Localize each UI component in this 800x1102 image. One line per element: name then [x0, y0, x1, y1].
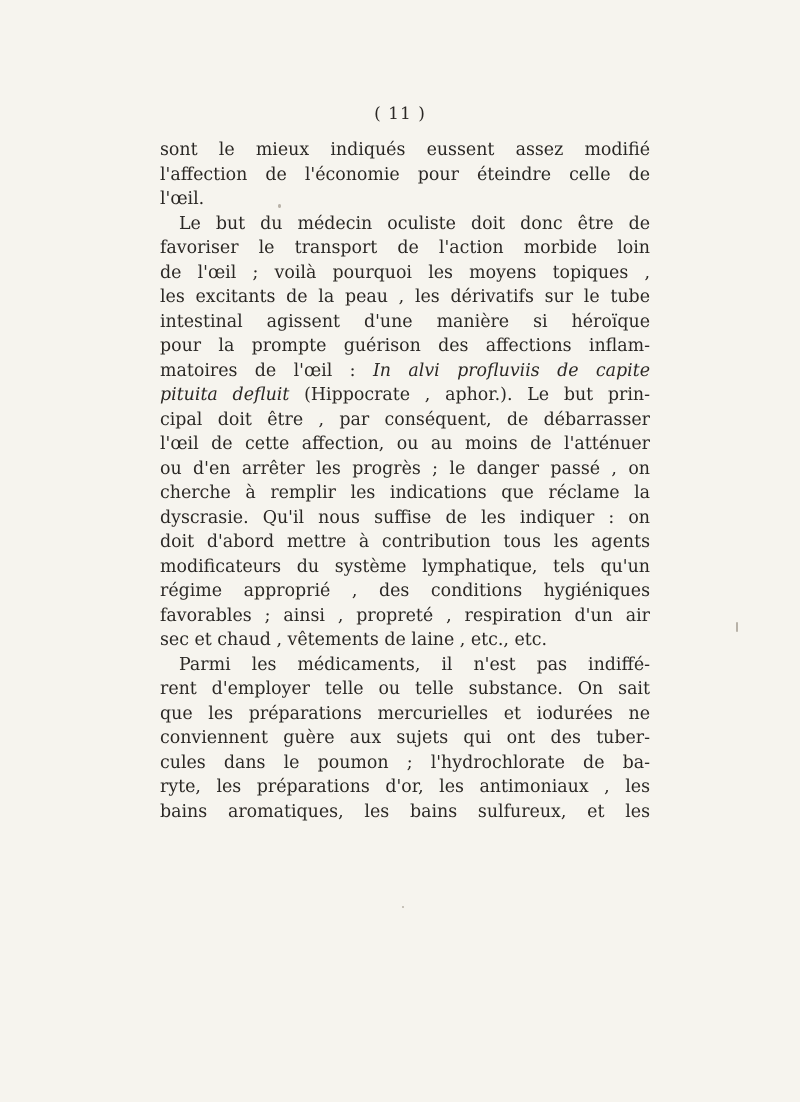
text-line: conviennent guère aux sujets qui ont des tuber- [160, 728, 650, 748]
text-line: régime approprié , des conditions hygiéniques [160, 581, 650, 601]
text-line: dyscrasie. Qu'il nous suffise de les indiquer : on [160, 507, 650, 528]
text-line: modificateurs du système lymphatique, tels qu'un [160, 556, 650, 577]
text-line: cules dans le poumon ; l'hydrochlorate de ba- [160, 752, 650, 773]
text-line: pour la prompte guérison des affections inflam- [160, 336, 650, 356]
text-line: que les préparations mercurielles et iodurées ne [160, 703, 650, 724]
text-line: favoriser le transport de l'action morbide loin [160, 238, 650, 258]
text-line: sec et chaud , vêtements de laine , etc., etc. [160, 630, 548, 650]
text-segment: (Hippocrate , aphor.). Le but prin- [289, 385, 650, 405]
text-line-with-latin-quote [160, 383, 650, 408]
text-line: Le but du médecin oculiste doit donc être de [179, 213, 650, 234]
text-line: de l'œil ; voilà pourquoi les moyens topiques , [160, 262, 650, 283]
text-line-with-latin-quote [160, 359, 650, 384]
text-line: doit d'abord mettre à contribution tous les agents [160, 532, 650, 552]
text-segment: matoires de l'œil : [160, 360, 373, 381]
text-line: l'œil de cette affection, ou au moins de l'atténuer [160, 434, 650, 454]
text-line: cipal doit être , par conséquent, de débarrasser [160, 409, 650, 430]
text-line: Parmi les médicaments, il n'est pas indiffé- [179, 654, 650, 675]
text-line: ryte, les préparations d'or, les antimoniaux , les [160, 777, 650, 797]
paper-speck [402, 906, 404, 908]
paper-speck [278, 204, 281, 208]
text-line: sont le mieux indiqués eussent assez modifié [160, 140, 650, 160]
text-line: intestinal agissent d'une manière si héroïque [160, 311, 650, 332]
text-line: cherche à remplir les indications que réclame la [160, 483, 650, 503]
text-line: bains aromatiques, les bains sulfureux, et les [160, 801, 650, 822]
text-line: favorables ; ainsi , propreté , respiration d'un air [160, 605, 650, 626]
text-line: l'œil. [160, 189, 205, 209]
text-line: ou d'en arrêter les progrès ; le danger passé , on [160, 458, 650, 479]
paper-speck [736, 622, 738, 632]
text-line: rent d'employer telle ou telle substance. On sait [160, 679, 650, 699]
page-number: ( 11 ) [374, 104, 426, 124]
latin-quote: In alvi profluviis de capite [372, 360, 650, 381]
text-line: les excitants de la peau , les dérivatifs sur le tube [160, 287, 650, 307]
text-line: l'affection de l'économie pour éteindre celle de [160, 164, 650, 185]
latin-quote: pituita defluit [160, 385, 290, 405]
body-text [160, 138, 650, 824]
